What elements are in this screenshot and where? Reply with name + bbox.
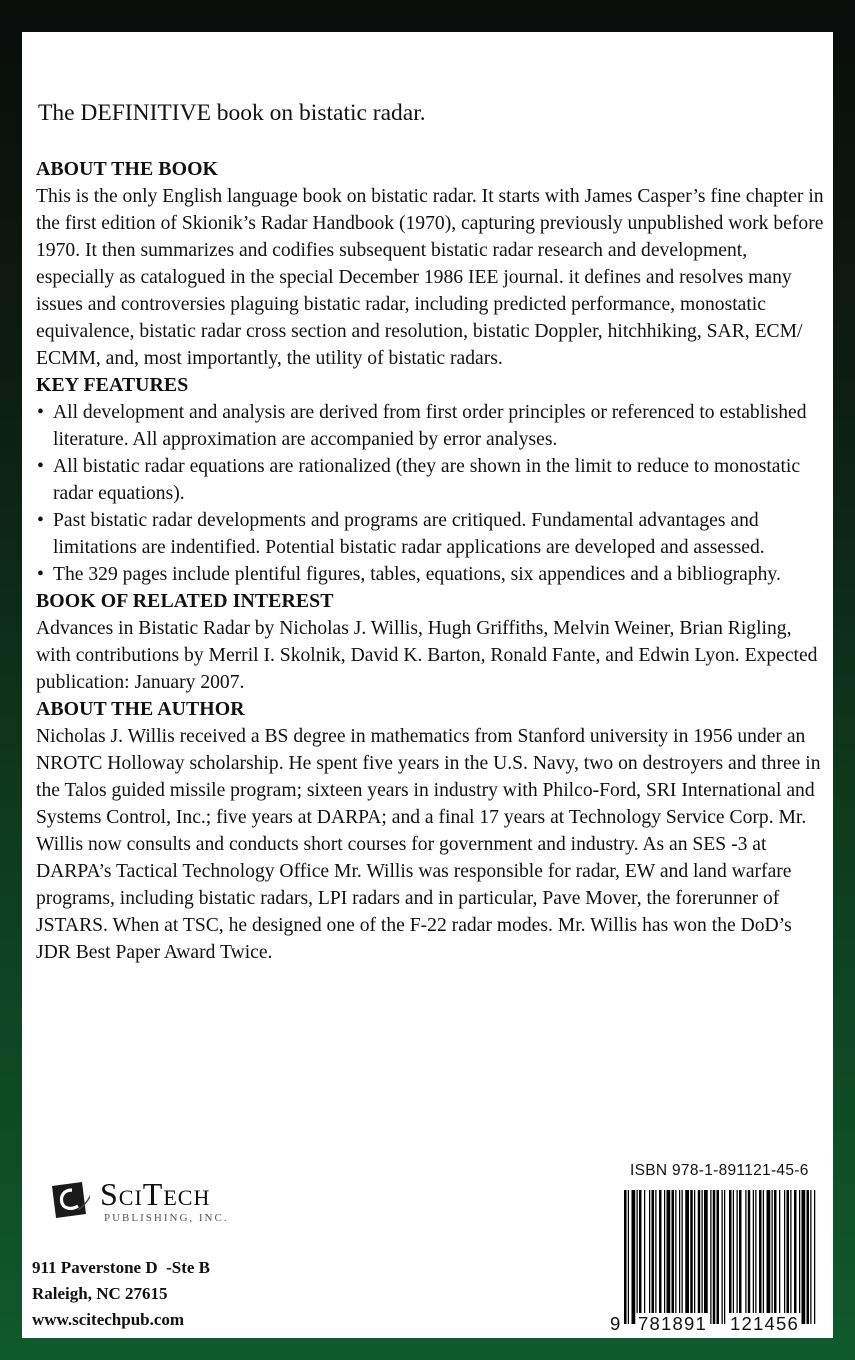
back-cover-panel [22,32,833,1338]
publisher-logo-icon [50,1180,90,1220]
barcode-bar [644,1190,645,1324]
list-item [36,561,826,588]
isbn-label: ISBN 978-1-891121-45-6 [630,1162,809,1179]
barcode-digits-right: 121456 [730,1313,799,1334]
barcode-bar [724,1190,725,1324]
barcode-bar [794,1190,797,1324]
address-line-2: Raleigh, NC 27615 [32,1284,168,1303]
barcode-bar [675,1190,676,1324]
barcode-bar [753,1190,754,1324]
barcode-bar [664,1190,665,1324]
barcode-bar [639,1190,642,1324]
barcode-bar [710,1190,711,1324]
list-item-text: All bistatic radar equations are rationalized (they are shown in the limit to reduce to monostatic radar equations). [53,456,801,504]
barcode-bar [779,1190,780,1324]
barcode-bar [799,1190,800,1324]
barcode-bar [632,1190,636,1324]
barcode-bar [810,1190,811,1324]
barcode-bar [682,1190,683,1324]
publisher-website: www.scitechpub.com [32,1310,185,1329]
barcode-bar [802,1190,806,1324]
barcode-bar [667,1190,671,1324]
barcode-bar [763,1190,764,1324]
key-features-heading: KEY FEATURES [36,374,189,396]
barcode-bar [628,1190,629,1324]
barcode-bar [624,1190,627,1324]
list-item-text: The 329 pages include plentiful figures, tables, equations, six appendices and a bibliography. [53,564,781,585]
barcode-bar [755,1190,756,1324]
barcode-bar [690,1190,693,1324]
author-text: Nicholas J. Willis received a BS degree in mathematics from Stanford university in 1956 under an NROTC Holloway scholarship. He spent five years in the U.S. Navy, two on destroyers and three in the Talos guided missile program; sixteen years in industry with Philco-Ford, SRI International and Systems Control, Inc.; five years at DARPA; and a final 17 years at Technology Service Corp. Mr. Willis now consults and conducts short courses for government and industry. As an SES -3 at DARPA’s Tactical Technology Office Mr. Willis was responsible for radar, EW and land warfare programs, including bistatic radars, LPI radars and in particular, Pave Mover, the forerunner of JSTARS. When at TSC, he designed one of the F-22 radar modes. Mr. Willis has won the DoD’s JDR Best Paper Award Twice. [36,726,821,963]
related-heading: BOOK OF RELATED INTEREST [36,590,334,612]
barcode-bar [717,1190,720,1324]
barcode-bar [807,1190,810,1324]
barcode-bar [672,1190,675,1324]
author-heading: ABOUT THE AUTHOR [36,698,245,720]
tagline: The DEFINITIVE book on bistatic radar. [38,100,426,126]
barcode-bar [637,1190,638,1324]
barcode-digits-left: 781891 [638,1313,707,1334]
barcode-bar [659,1190,662,1324]
key-features-list [36,399,826,588]
barcode-bar [772,1190,773,1324]
barcode-bar [774,1190,777,1324]
barcode-bar [702,1190,703,1324]
publisher-name: SciTech [100,1176,211,1212]
bullet: • [37,564,44,585]
barcode-bar [737,1190,738,1324]
barcode-bar [790,1190,791,1324]
bullet: • [37,402,44,423]
bullet: • [37,510,44,531]
barcode-bar [679,1190,680,1324]
publisher-address [32,1255,210,1333]
barcode-bar [655,1190,656,1324]
barcode-bar [739,1190,742,1324]
address-line-1: 911 Paverstone D -Ste B [32,1258,211,1277]
list-item-text: All development and analysis are derived from first order principles or referenced to established literature. All approximation are accompanied by error analyses. [53,402,807,450]
barcode-bar [733,1190,734,1324]
barcode-bar [649,1190,650,1324]
list-item [36,453,826,507]
barcode-bar [784,1190,785,1324]
barcode-bar [713,1190,716,1324]
barcode-bar [745,1190,746,1324]
barcode-bar [685,1190,689,1324]
barcode-bar [698,1190,701,1324]
barcode-bar [787,1190,790,1324]
barcode-bar [748,1190,751,1324]
about-book-heading: ABOUT THE BOOK [36,158,219,180]
barcode [622,1190,818,1324]
cover-text [36,156,826,966]
about-book-text: This is the only English language book on bistatic radar. It starts with James Casper’s fine chapter in the first edition of Skionik’s Radar Handbook (1970), capturing previously unpublished work before 1970. It then summarizes and codifies subsequent bistatic radar research and development, especially as catalogued in the special December 1986 IEE journal. it defines and resolves many issues and controversies plaguing bistatic radar, including predicted performance, monostatic equivalence, bistatic radar cross section and resolution, bistatic Doppler, hitchhiking, SAR, ECM/ ECMM, and, most importantly, the utility of bistatic radars. [36,186,824,369]
list-item [36,399,826,453]
bullet: • [37,456,44,477]
related-text: Advances in Bistatic Radar by Nicholas J. Willis, Hugh Griffiths, Melvin Weiner, Brian Rigling, with contributions by Merril I. Skolnik, David K. Barton, Ronald Fante, and Edwin Lyon. Expected publication: January 2007. [36,618,818,693]
barcode-bar [704,1190,708,1324]
barcode-bar [814,1190,815,1324]
barcode-digit-first: 9 [610,1313,622,1334]
list-item [36,507,826,561]
barcode-bar [759,1190,762,1324]
barcode-bar [652,1190,655,1324]
barcode-bar [722,1190,723,1324]
barcode-bar [694,1190,695,1324]
list-item-text: Past bistatic radar developments and programs are critiqued. Fundamental advantages and limitations are indentified. Potential bistatic radar applications are developed and assessed. [53,510,765,558]
barcode-bar [729,1190,732,1324]
publisher-logo [50,1170,290,1262]
publisher-sub: PUBLISHING, INC. [104,1212,229,1224]
barcode-bar [767,1190,771,1324]
